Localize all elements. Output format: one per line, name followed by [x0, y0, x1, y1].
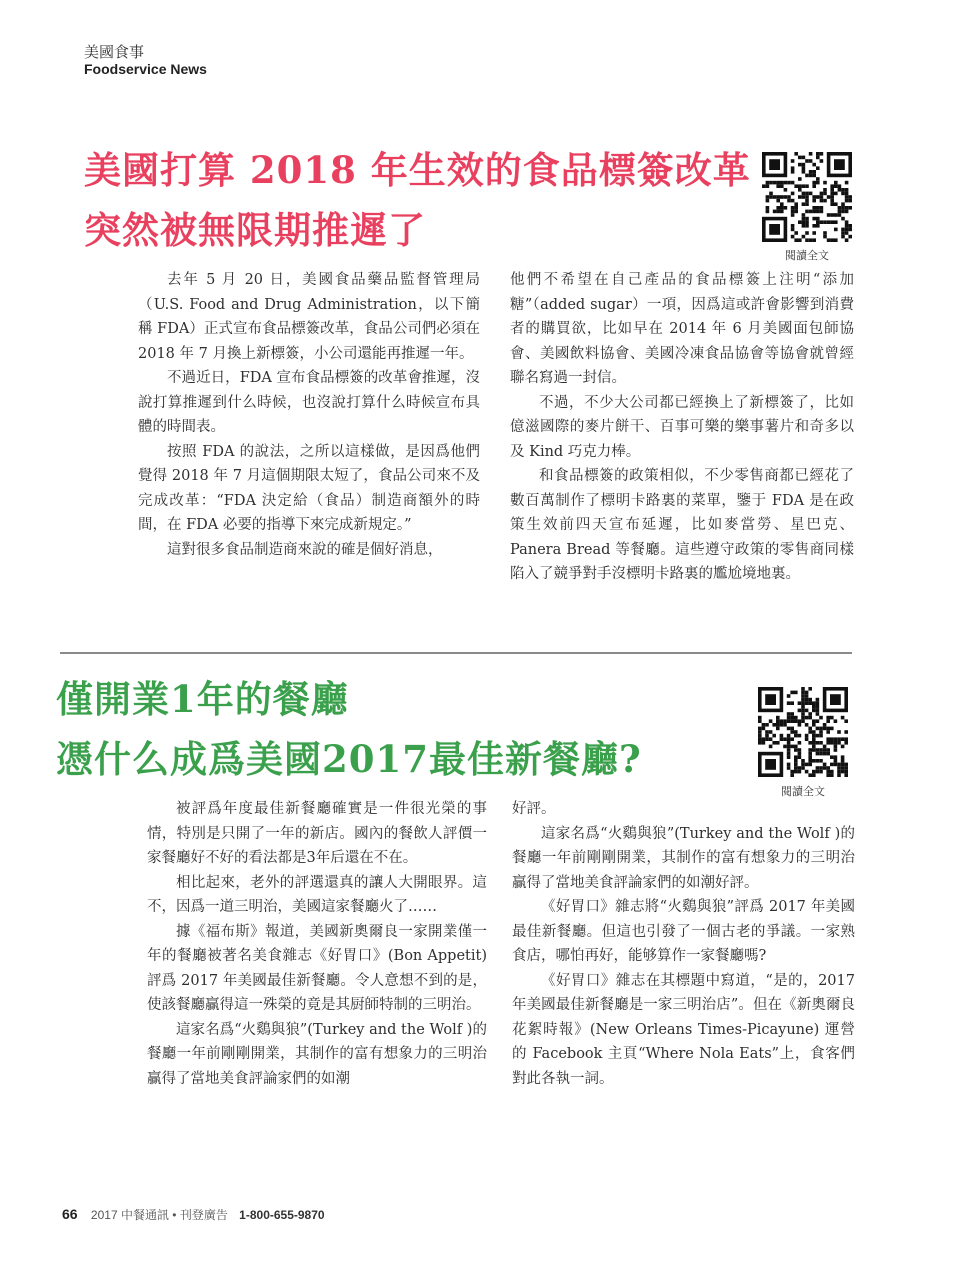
- paragraph: 這家名爲“火鷄與狼”(Turkey and the Wolf )的餐廳一年前剛剛開業，其制作的富有想象力的三明治贏得了當地美食評論家們的如潮好評。: [512, 825, 855, 891]
- paragraph: 這家名爲“火鷄與狼”(Turkey and the Wolf )的餐廳一年前剛剛開業，其制作的富有想象力的三明治贏得了當地美食評論家們的如潮: [147, 1021, 487, 1087]
- paragraph: 據《福布斯》報道，美國新奧爾良一家開業僅一年的餐廳被著名美食雜志《好胃口》(Bon Appetit) 評爲 2017 年美國最佳新餐廳。令人意想不到的是，使該餐廳贏得這一殊榮的竟是其厨師特制的三明治。: [147, 923, 487, 1013]
- section-divider: [60, 652, 852, 654]
- section-label-chinese: 美國食事: [84, 43, 145, 61]
- article-1-headline-line-2: 突然被無限期推遲了: [84, 208, 426, 252]
- paragraph: 《好胃口》雜志將“火鷄與狼”評爲 2017 年美國最佳新餐廳。但這也引發了一個古老的爭議。一家熟食店，哪怕再好，能够算作一家餐廳嗎?: [512, 899, 855, 964]
- paragraph: 和食品標簽的政策相似，不少零售商都已經花了數百萬制作了標明卡路裏的菜單，鑒于 FDA 是在政策生效前四天宣布延遲，比如麥當勞、星巴克、Panera Bread 等餐廳。這些遵守政策的零售商同樣陷入了競爭對手沒標明卡路裏的尷尬境地裏。: [510, 468, 854, 582]
- article-2-qr-code[interactable]: [758, 687, 848, 777]
- footer-publication: 2017 中餐通訊 • 刊登廣告: [90, 1208, 228, 1222]
- section-label: [84, 44, 207, 77]
- article-2-column-2: [512, 797, 855, 1091]
- article-2-qr-caption[interactable]: 閱讀全文: [781, 785, 825, 798]
- qr-code-image: [762, 152, 852, 242]
- article-1-headline-line-1: 美國打算 2018 年生效的食品標簽改革: [84, 148, 751, 192]
- article-2-column-1: [147, 797, 487, 1091]
- paragraph: 不過近日，FDA 宣布食品標簽的改革會推遲，沒說打算推遲到什么時候，也沒說打算什么時候宣布具體的時間表。: [138, 370, 480, 435]
- article-2-headline: [56, 669, 642, 789]
- paragraph: 去年 5 月 20 日，美國食品藥品監督管理局（U.S. Food and Drug Administration，以下簡稱 FDA）正式宣布食品標簽改革，食品公司們必須在 2018 年 7 月換上新標簽，小公司還能再推遲一年。: [138, 272, 480, 362]
- footer-phone: 1-800-655-9870: [239, 1208, 325, 1222]
- section-label-english: Foodservice News: [84, 61, 207, 78]
- paragraph: 按照 FDA 的說法，之所以這樣做，是因爲他們覺得 2018 年 7 月這個期限太短了，食品公司來不及完成改革：“FDA 決定給（食品）制造商額外的時間，在 FDA 必要的指導下來完成新規定。”: [138, 443, 480, 533]
- page-number: 66: [62, 1206, 78, 1222]
- paragraph: 被評爲年度最佳新餐廳確實是一件很光榮的事情，特別是只開了一年的新店。國內的餐飲人評價一家餐廳好不好的看法都是3年后還在不在。: [147, 801, 487, 866]
- paragraph: 這對很多食品制造商來說的確是個好消息，: [167, 541, 443, 558]
- paragraph: 相比起來，老外的評選還真的讓人大開眼界。這不，因爲一道三明治，美國這家餐廳火了……: [147, 874, 487, 915]
- page-footer: [62, 1206, 325, 1223]
- qr-code-image: [758, 687, 848, 777]
- article-2-headline-line-1: 僅開業1年的餐廳: [56, 677, 349, 721]
- paragraph: 不過，不少大公司都已經換上了新標簽了，比如億滋國際的麥片餅干、百事可樂的樂事薯片和奇多以及 Kind 巧克力棒。: [510, 394, 854, 460]
- article-1-qr-caption[interactable]: 閱讀全文: [785, 249, 829, 262]
- paragraph: 《好胃口》雜志在其標題中寫道，“是的，2017 年美國最佳新餐廳是一家三明治店”。但在《新奧爾良花絮時報》(New Orleans Times-Picayune) 運營的 Facebook 主頁“Where Nola Eats”上，食客們對此各執一詞。: [512, 972, 855, 1087]
- paragraph-continued: 好評。: [512, 801, 556, 817]
- article-1-headline: [84, 140, 751, 260]
- article-2-headline-line-2: 憑什么成爲美國2017最佳新餐廳?: [56, 737, 642, 781]
- paragraph-continued: 他們不希望在自己產品的食品標簽上注明“添加糖”（added sugar）一項，因爲這或許會影響到消費者的購買欲，比如早在 2014 年 6 月美國面包師協會、美國飲料協會、美國冷凍食品協會等協會就曾經聯名寫過一封信。: [510, 272, 854, 386]
- article-1-column-1: [138, 268, 480, 562]
- article-1-qr-code[interactable]: [762, 152, 852, 242]
- article-1-column-2: [510, 268, 854, 587]
